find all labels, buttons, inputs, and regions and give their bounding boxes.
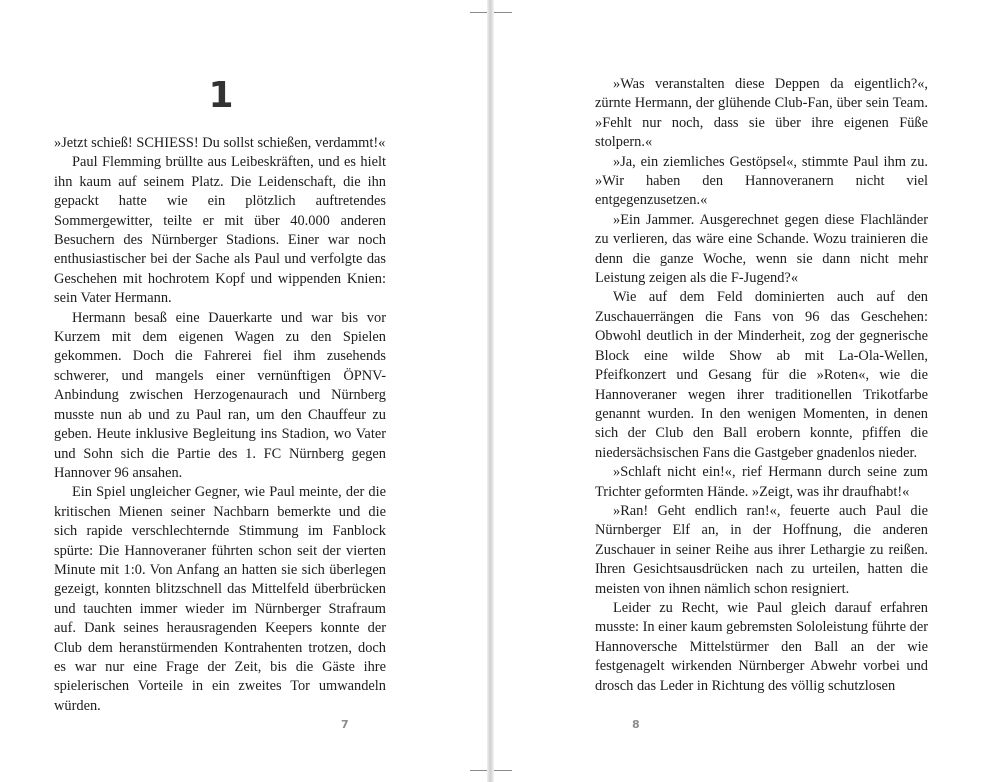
paragraph: »Jetzt schieß! SCHIESS! Du sollst schießen, verdammt!«: [54, 135, 386, 151]
right-page-text: [595, 75, 928, 696]
left-page-text: [54, 134, 386, 716]
left-page: [0, 0, 488, 782]
page-number: 7: [341, 718, 349, 731]
paragraph: »Schlaft nicht ein!«, rief Hermann durch seine zum Trichter geformten Hände. »Zeigt, was ihr draufhabt!«: [595, 464, 928, 500]
right-page: [494, 0, 988, 782]
paragraph: »Ein Jammer. Ausgerechnet gegen diese Flachländer zu verlieren, das wäre eine Schande. Wozu trainieren die denn die ganze Woche, wenn sie dann nicht mehr Leistung zeigen als die F-Jugend?«: [595, 211, 928, 287]
paragraph: »Was veranstalten diese Deppen da eigentlich?«, zürnte Hermann, der glühende Club-Fan, über sein Team. »Fehlt nur noch, dass sie über ihre eigenen Füße stolpern.«: [595, 76, 928, 151]
page-number: 8: [632, 718, 640, 731]
paragraph: »Ja, ein ziemliches Gestöpsel«, stimmte Paul ihm zu. »Wir haben den Hannoveranern nicht viel entgegenzusetzen.«: [595, 153, 928, 209]
paragraph: »Ran! Geht endlich ran!«, feuerte auch Paul die Nürnberger Elf an, in der Hoffnung, die anderen Zuschauer in seiner Reihe aus ihrer Lethargie zu reißen. Ihren Gesichtsausdrücken nach zu urteilen, hatten die meisten von ihnen nämlich schon resigniert.: [595, 502, 928, 597]
book-gutter: [487, 0, 494, 782]
paragraph: Leider zu Recht, wie Paul gleich darauf erfahren musste: In einer kaum gebremsten Sololeistung führte der Hannoversche Mittelstürmer den Ball an der wie festgenagelt wirkenden Nürnberger Abwehr vorbei und drosch das Leder in Richtung des völlig schutzlosen: [595, 599, 928, 694]
paragraph: Paul Flemming brüllte aus Leibeskräften, und es hielt ihn kaum auf seinem Platz. Die Leidenschaft, die ihn gepackt hatte wie ein plötzlich auftretendes Sommergewitter, teilte er mit über 40.000 anderen Besuchern des Nürnberger Stadions. Einer war noch enthusiastischer bei der Sache als Paul und verfolgte das Geschehen mit hochrotem Kopf und wippenden Knien: sein Vater Hermann.: [54, 154, 386, 307]
chapter-number: 1: [208, 75, 234, 116]
paragraph: Ein Spiel ungleicher Gegner, wie Paul meinte, der die kritischen Mienen seiner Nachbarn bemerkte und die sich rapide verschlechternde Stimmung im Fanblock spürte: Die Hannoveraner führten schon seit der vierten Minute mit 1:0. Von Anfang an hatten sie sich überlegen gezeigt, konnten blitzschnell das Mittelfeld überbrücken und tauchten immer wieder im Nürnberger Strafraum auf. Dank seines herausragenden Keepers konnte der Club dem heranstürmenden Kontrahenten trotzen, doch es war nur eine Frage der Zeit, bis die Gäste ihre spielerischen Vorteile in ein zweites Tor umwandeln würden.: [54, 484, 386, 714]
paragraph: Wie auf dem Feld dominierten auch auf den Zuschauerrängen die Fans von 96 das Geschehen: Obwohl deutlich in der Minderheit, zog der gegnerische Block eine wilde Show ab mit La-Ola-Wellen, Pfeifkonzert und Gesang für die »Roten«, wie die Hannoveraner wegen ihrer traditionellen Trikotfarbe genannt wurden. In den wenigen Momenten, in denen sich der Club den Ball erobern konnte, pfiffen die niedersächsischen Fans die Gastgeber gnadenlos nieder.: [595, 289, 928, 461]
paragraph: Hermann besaß eine Dauerkarte und war bis vor Kurzem mit dem eigenen Wagen zu den Spielen gekommen. Doch die Fahrerei fiel ihm zusehends schwerer, und mangels einer vernünftigen ÖPNV-Anbindung zwischen Herzogenaurach und Nürnberg musste nun ab und zu Paul ran, um den Chauffeur zu geben. Heute inklusive Begleitung ins Stadion, wo Vater und Sohn sich die Partie des 1. FC Nürnberg gegen Hannover 96 ansahen.: [54, 309, 386, 481]
